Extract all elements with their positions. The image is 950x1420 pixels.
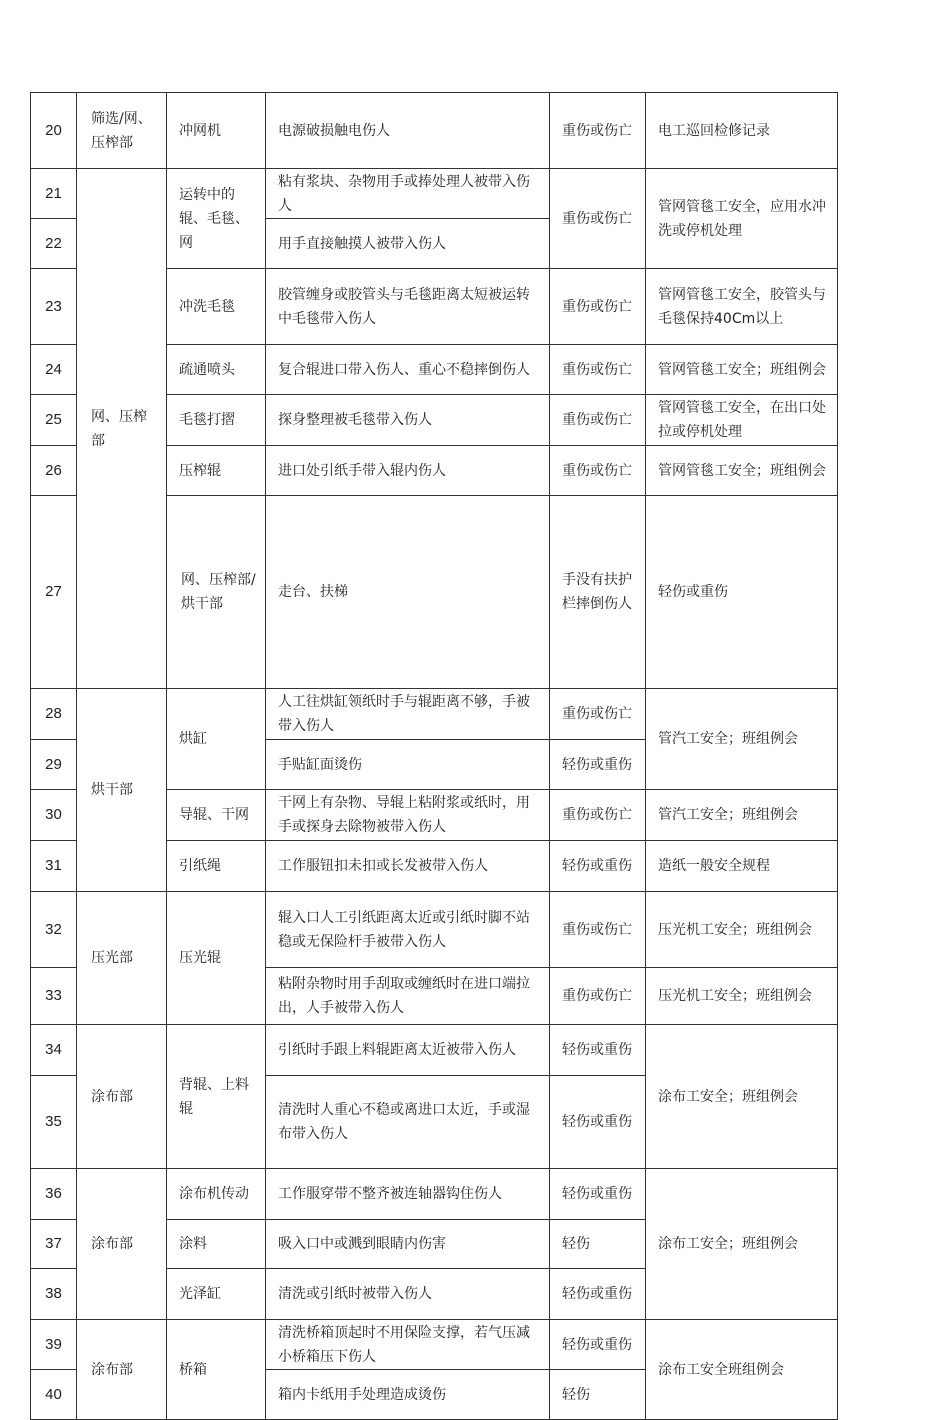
equipment-cell: 涂料: [167, 1220, 266, 1269]
severity-cell: 重伤或伤亡: [550, 269, 646, 345]
table-row: [31, 1169, 838, 1220]
department-cell: 烘干部: [77, 689, 167, 892]
hazard-cell: 粘有浆块、杂物用手或捧处理人被带入伤人: [266, 169, 550, 219]
hazard-cell: 干网上有杂物、导辊上粘附浆或纸时，用手或探身去除物被带入伤人: [266, 790, 550, 841]
row-number-cell: 40: [31, 1370, 77, 1420]
severity-cell: 重伤或伤亡: [550, 395, 646, 446]
severity-cell: 重伤或伤亡: [550, 169, 646, 269]
hazard-cell: 进口处引纸手带入辊内伤人: [266, 446, 550, 496]
severity-cell: 轻伤或重伤: [550, 1320, 646, 1370]
measure-cell: 管网管毯工安全，在出口处拉或停机处理: [646, 395, 838, 446]
equipment-cell: 压榨辊: [167, 446, 266, 496]
hazard-cell: 探身整理被毛毯带入伤人: [266, 395, 550, 446]
severity-cell: 重伤或伤亡: [550, 892, 646, 968]
department-cell: 涂布部: [77, 1320, 167, 1420]
row-number-cell: 33: [31, 968, 77, 1025]
measure-cell: 涂布工安全；班组例会: [646, 1169, 838, 1320]
row-number-cell: 20: [31, 93, 77, 169]
equipment-cell: 毛毯打摺: [167, 395, 266, 446]
equipment-cell: 涂布机传动: [167, 1169, 266, 1220]
row-number-cell: 30: [31, 790, 77, 841]
row-number-cell: 27: [31, 496, 77, 689]
equipment-cell: 引纸绳: [167, 841, 266, 892]
equipment-cell: 走台、扶梯: [266, 496, 550, 689]
severity-cell: 重伤或伤亡: [550, 446, 646, 496]
severity-cell: 重伤或伤亡: [550, 790, 646, 841]
severity-cell: 轻伤或重伤: [646, 496, 838, 689]
hazard-cell: 箱内卡纸用手处理造成烫伤: [266, 1370, 550, 1420]
row-number-cell: 34: [31, 1025, 77, 1076]
equipment-cell: 运转中的辊、毛毯、网: [167, 169, 266, 269]
table-row: [31, 689, 838, 740]
row-number-cell: 28: [31, 689, 77, 740]
measure-cell: 电工巡回检修记录: [646, 93, 838, 169]
severity-cell: 轻伤: [550, 1220, 646, 1269]
row-number-cell: 23: [31, 269, 77, 345]
severity-cell: 轻伤或重伤: [550, 1076, 646, 1169]
hazard-cell: 电源破损触电伤人: [266, 93, 550, 169]
row-number-cell: 39: [31, 1320, 77, 1370]
row-number-cell: 38: [31, 1269, 77, 1320]
hazard-cell: 吸入口中或溅到眼睛内伤害: [266, 1220, 550, 1269]
hazard-cell: 引纸时手跟上料辊距离太近被带入伤人: [266, 1025, 550, 1076]
risk-table: [30, 92, 838, 1420]
equipment-cell: 背辊、上料辊: [167, 1025, 266, 1169]
equipment-cell: 导辊、干网: [167, 790, 266, 841]
row-number-cell: 22: [31, 219, 77, 269]
row-number-cell: 29: [31, 740, 77, 790]
equipment-cell: 冲洗毛毯: [167, 269, 266, 345]
measure-cell: 管网管毯工安全，应用水冲洗或停机处理: [646, 169, 838, 269]
hazard-cell: 用手直接触摸人被带入伤人: [266, 219, 550, 269]
hazard-cell: 工作服穿带不整齐被连轴器钩住伤人: [266, 1169, 550, 1220]
table-row: [31, 169, 838, 219]
severity-cell: 轻伤: [550, 1370, 646, 1420]
table-row: [31, 93, 838, 169]
row-number-cell: 25: [31, 395, 77, 446]
department-cell: 压光部: [77, 892, 167, 1025]
measure-cell: 压光机工安全；班组例会: [646, 892, 838, 968]
equipment-cell: 压光辊: [167, 892, 266, 1025]
severity-cell: 重伤或伤亡: [550, 968, 646, 1025]
measure-cell: 管网管毯工安全，胶管头与毛毯保持40Cm以上: [646, 269, 838, 345]
hazard-cell: 清洗或引纸时被带入伤人: [266, 1269, 550, 1320]
severity-cell: 轻伤或重伤: [550, 1025, 646, 1076]
hazard-cell: 辊入口人工引纸距离太近或引纸时脚不站稳或无保险杆手被带入伤人: [266, 892, 550, 968]
row-number-cell: 32: [31, 892, 77, 968]
department-cell: 网、压榨部: [77, 169, 167, 689]
measure-cell: 压光机工安全；班组例会: [646, 968, 838, 1025]
severity-cell: 轻伤或重伤: [550, 740, 646, 790]
hazard-cell: 清洗时人重心不稳或离进口太近，手或湿布带入伤人: [266, 1076, 550, 1169]
risk-table-body: [31, 93, 838, 1420]
department-cell: 涂布部: [77, 1025, 167, 1169]
hazard-cell: 胶管缠身或胶管头与毛毯距离太短被运转中毛毯带入伤人: [266, 269, 550, 345]
hazard-cell: 人工往烘缸领纸时手与辊距离不够，手被带入伤人: [266, 689, 550, 740]
row-number-cell: 26: [31, 446, 77, 496]
table-row: [31, 1025, 838, 1076]
measure-cell: 管汽工安全；班组例会: [646, 689, 838, 790]
measure-cell: 管网管毯工安全；班组例会: [646, 345, 838, 395]
equipment-cell: 光泽缸: [167, 1269, 266, 1320]
equipment-cell: 冲网机: [167, 93, 266, 169]
hazard-cell: 手没有扶护栏摔倒伤人: [550, 496, 646, 689]
measure-cell: 涂布工安全班组例会: [646, 1320, 838, 1420]
severity-cell: 轻伤或重伤: [550, 1169, 646, 1220]
equipment-cell: 烘缸: [167, 689, 266, 790]
hazard-cell: 清洗桥箱顶起时不用保险支撑，若气压减小桥箱压下伤人: [266, 1320, 550, 1370]
measure-cell: 造纸一般安全规程: [646, 841, 838, 892]
measure-cell: 涂布工安全；班组例会: [646, 1025, 838, 1169]
department-cell: 网、压榨部/烘干部: [167, 496, 266, 689]
severity-cell: 重伤或伤亡: [550, 345, 646, 395]
row-number-cell: 36: [31, 1169, 77, 1220]
department-cell: 涂布部: [77, 1169, 167, 1320]
table-row: [31, 892, 838, 968]
severity-cell: 轻伤或重伤: [550, 1269, 646, 1320]
severity-cell: 轻伤或重伤: [550, 841, 646, 892]
hazard-cell: 复合辊进口带入伤人、重心不稳摔倒伤人: [266, 345, 550, 395]
measure-cell: 管汽工安全；班组例会: [646, 790, 838, 841]
equipment-cell: 疏通喷头: [167, 345, 266, 395]
row-number-cell: 35: [31, 1076, 77, 1169]
row-number-cell: 21: [31, 169, 77, 219]
equipment-cell: 桥箱: [167, 1320, 266, 1420]
row-number-cell: 31: [31, 841, 77, 892]
row-number-cell: 37: [31, 1220, 77, 1269]
row-number-cell: 24: [31, 345, 77, 395]
hazard-cell: 工作服钮扣未扣或长发被带入伤人: [266, 841, 550, 892]
hazard-cell: 手贴缸面烫伤: [266, 740, 550, 790]
severity-cell: 重伤或伤亡: [550, 93, 646, 169]
table-row: [31, 1320, 838, 1370]
department-cell: 筛选/网、压榨部: [77, 93, 167, 169]
measure-cell: 管网管毯工安全；班组例会: [646, 446, 838, 496]
hazard-cell: 粘附杂物时用手刮取或缠纸时在进口端拉出，人手被带入伤人: [266, 968, 550, 1025]
severity-cell: 重伤或伤亡: [550, 689, 646, 740]
